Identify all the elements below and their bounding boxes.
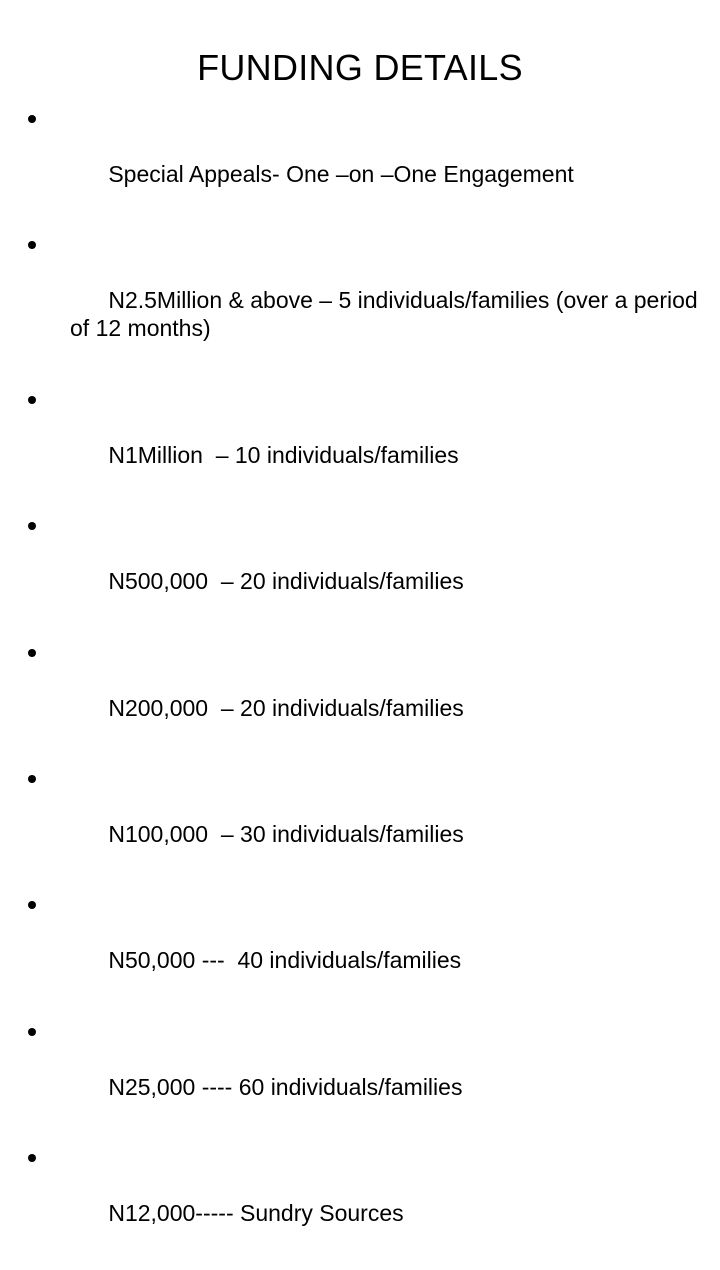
bullet-dot-icon	[28, 396, 36, 404]
bullet-text: Special Appeals- One –on –One Engagement	[108, 161, 574, 187]
bullet-item	[24, 764, 704, 876]
bullet-text: N200,000 – 20 individuals/families	[108, 694, 464, 721]
bullet-dot-icon	[28, 649, 36, 657]
bullet-item	[24, 1143, 704, 1255]
bullet-item	[24, 104, 704, 216]
bullet-text: N1Million – 10 individuals/families	[108, 441, 459, 468]
bullet-dot-icon	[28, 522, 36, 530]
bullet-text: N2.5Million & above – 5 individuals/families (over a period of 12 months)	[70, 287, 705, 342]
bullet-item	[24, 890, 704, 1002]
bullet-list	[24, 104, 704, 1270]
bullet-text: N25,000 ---- 60 individuals/families	[108, 1073, 463, 1100]
bullet-text: N50,000 --- 40 individuals/families	[108, 947, 462, 974]
bullet-text: N500,000 – 20 individuals/families	[108, 568, 464, 595]
bullet-item	[24, 638, 704, 750]
bullet-item	[24, 511, 704, 623]
bullet-dot-icon	[28, 241, 36, 249]
bullet-item	[24, 1017, 704, 1129]
bullet-item	[24, 230, 704, 370]
bullet-dot-icon	[28, 1154, 36, 1162]
bullet-item	[24, 385, 704, 497]
bullet-text: N100,000 – 30 individuals/families	[108, 820, 464, 847]
bullet-dot-icon	[28, 115, 36, 123]
bullet-dot-icon	[28, 901, 36, 909]
bullet-text: N12,000----- Sundry Sources	[108, 1200, 404, 1227]
slide-title: FUNDING DETAILS	[197, 47, 523, 88]
bullet-dot-icon	[28, 1028, 36, 1036]
bullet-dot-icon	[28, 775, 36, 783]
